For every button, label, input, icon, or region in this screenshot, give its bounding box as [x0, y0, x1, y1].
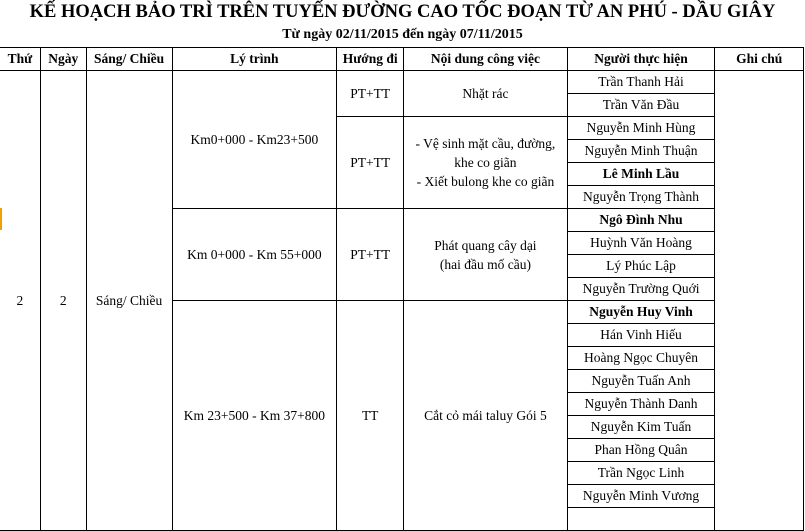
task-line: Nhặt rác [462, 85, 509, 101]
cell-thu: 2 [0, 71, 40, 531]
maintenance-table [0, 47, 804, 531]
cell-person: Nguyễn Thành Danh [567, 393, 715, 416]
cell-person: Phan Hồng Quân [567, 439, 715, 462]
cell-person: Nguyễn Minh Vương [567, 485, 715, 508]
col-header-ghi-chu: Ghi chú [715, 48, 804, 71]
cell-person: Nguyễn Trọng Thành [567, 186, 715, 209]
task-line: (hai đầu mố cầu) [439, 256, 531, 272]
cell-person: Trần Thanh Hải [567, 71, 715, 94]
cell-noi-dung [404, 71, 568, 117]
cell-person [567, 508, 715, 531]
cell-noi-dung [404, 117, 568, 209]
cell-person: Nguyễn Trường Quới [567, 278, 715, 301]
cell-ngay: 2 [40, 71, 86, 531]
cell-person: Nguyễn Huy Vinh [567, 301, 715, 324]
cell-ghi-chu [715, 71, 804, 531]
cell-person: Hán Vinh Hiếu [567, 324, 715, 347]
table-row [0, 71, 804, 94]
col-header-huong-di: Hướng đi [337, 48, 404, 71]
cell-person: Trần Văn Đầu [567, 94, 715, 117]
cell-ly-trinh: Km0+000 - Km23+500 [172, 71, 337, 209]
cell-huong-di: PT+TT [337, 71, 404, 117]
cell-person: Lê Minh Lầu [567, 163, 715, 186]
cell-huong-di: PT+TT [337, 117, 404, 209]
col-header-noi-dung: Nội dung công việc [404, 48, 568, 71]
cell-person: Nguyễn Minh Hùng [567, 117, 715, 140]
cell-huong-di: PT+TT [337, 209, 404, 301]
task-line: Phát quang cây dại [434, 237, 537, 253]
page-title: KẾ HOẠCH BẢO TRÌ TRÊN TUYẾN ĐƯỜNG CAO TỐC ĐOẠN TỪ AN PHÚ - DẦU GIÂY [29, 2, 776, 22]
cell-ly-trinh: Km 0+000 - Km 55+000 [172, 209, 337, 301]
cell-person: Nguyễn Kim Tuấn [567, 416, 715, 439]
task-line: Cắt cỏ mái taluy Gói 5 [424, 407, 547, 423]
col-header-ly-trinh: Lý trình [172, 48, 337, 71]
cell-ly-trinh: Km 23+500 - Km 37+800 [172, 301, 337, 531]
col-header-ngay: Ngày [40, 48, 86, 71]
cell-person: Hoàng Ngọc Chuyên [567, 347, 715, 370]
cell-huong-di: TT [337, 301, 404, 531]
task-line: - Xiết bulong khe co giãn [416, 174, 555, 189]
cell-buoi: Sáng/ Chiều [86, 71, 172, 531]
cell-person: Lý Phúc Lập [567, 255, 715, 278]
date-range: Từ ngày 02/11/2015 đến ngày 07/11/2015 [282, 27, 523, 42]
cell-person: Trần Ngọc Linh [567, 462, 715, 485]
cell-noi-dung [404, 209, 568, 301]
cell-person: Nguyễn Tuấn Anh [567, 370, 715, 393]
col-header-buoi: Sáng/ Chiều [86, 48, 172, 71]
cell-noi-dung [404, 301, 568, 531]
col-header-thu: Thứ [0, 48, 40, 71]
task-line: khe co giãn [454, 155, 517, 170]
cell-person: Ngô Đình Nhu [567, 209, 715, 232]
col-header-nguoi-thuc-hien: Người thực hiện [567, 48, 715, 71]
task-line: - Vệ sinh mặt cầu, đường, [415, 136, 556, 151]
cell-person: Huỳnh Văn Hoàng [567, 232, 715, 255]
header-row [0, 48, 804, 71]
cell-person: Nguyễn Minh Thuận [567, 140, 715, 163]
